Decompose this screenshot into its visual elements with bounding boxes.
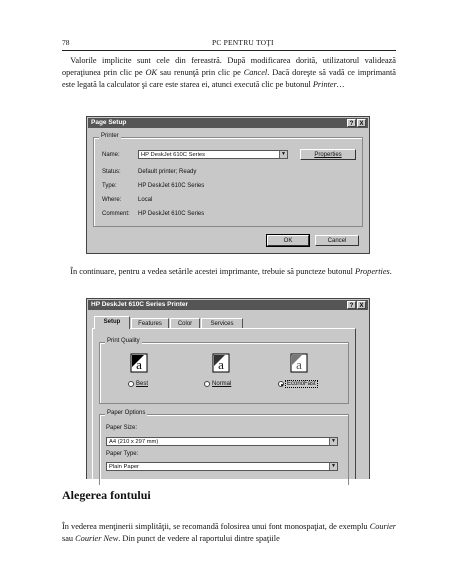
- status-value: Default printer; Ready: [138, 169, 197, 175]
- paper-size-label: Paper Size:: [106, 425, 138, 431]
- radio-econofast[interactable]: EconoFast: [278, 381, 317, 387]
- paragraph-font: În vederea menţinerii simplităţii, se recomandă folosirea unui font monospaţiat, de exemplu Courier sau Courier New. Din punct de vedere al raportului dintre spaţiile: [62, 522, 396, 543]
- quality-best-icon: [130, 353, 148, 373]
- printer-group-label: Printer: [101, 133, 119, 139]
- paper-size-select[interactable]: A4 (210 x 297 mm) ▼: [106, 437, 338, 446]
- quality-normal-icon: [212, 353, 230, 373]
- chevron-down-icon[interactable]: ▼: [329, 438, 337, 445]
- comment-label: Comment:: [102, 211, 130, 217]
- help-button[interactable]: ?: [347, 119, 356, 127]
- close-button[interactable]: X: [357, 119, 366, 127]
- type-label: Type:: [102, 183, 117, 189]
- page-setup-dialog: [86, 116, 370, 254]
- radio-best[interactable]: Best: [128, 381, 148, 387]
- quality-econofast-icon: [290, 353, 308, 373]
- print-quality-group: [99, 338, 349, 404]
- printer-properties-dialog: [86, 298, 370, 479]
- svg-text:a: a: [218, 357, 224, 372]
- paragraph-properties: În continuare, pentru a vedea setările acestei imprimante, trebuie să puncteze butonul Properties.: [70, 267, 392, 276]
- paragraph-intro: Valorile implicite sunt cele din fereastră. După modificarea dorită, utilizatorul validează operaţiunea prin clic pe OK sau renunţă prin clic pe Cancel. Dacă doreşte să vadă ce imprimantă este legată la calculator şi care este starea ei, atunci execută clic pe butonul Printer…: [62, 56, 396, 89]
- ok-button[interactable]: OK: [267, 235, 309, 246]
- tab-services[interactable]: Services: [201, 318, 243, 328]
- print-quality-label: Print Quality: [107, 338, 140, 344]
- paper-type-label: Paper Type:: [106, 451, 139, 457]
- paper-type-select[interactable]: Plain Paper ▼: [106, 462, 338, 471]
- where-label: Where:: [102, 197, 122, 203]
- section-heading: Alegerea fontului: [62, 488, 151, 502]
- radio-best-dot[interactable]: [128, 381, 134, 387]
- name-label: Name:: [102, 152, 120, 158]
- printer-properties-titlebar: [88, 300, 368, 310]
- running-title: PC PENTRU TOŢI: [212, 38, 274, 47]
- tab-features[interactable]: Features: [131, 318, 169, 328]
- tab-setup[interactable]: Setup: [94, 316, 130, 329]
- page-setup-title: Page Setup: [91, 119, 127, 126]
- svg-text:a: a: [296, 357, 302, 372]
- radio-normal-dot[interactable]: [204, 381, 210, 387]
- status-label: Status:: [102, 169, 121, 175]
- svg-text:a: a: [136, 357, 142, 372]
- printer-name-select[interactable]: HP DeskJet 610C Series ▼: [138, 150, 288, 159]
- running-header: [62, 38, 396, 51]
- printer-group: [93, 133, 363, 227]
- chevron-down-icon[interactable]: ▼: [279, 151, 287, 158]
- radio-normal[interactable]: Normal: [204, 381, 231, 387]
- properties-button[interactable]: Properties: [300, 149, 356, 160]
- printer-properties-title: HP DeskJet 610C Series Printer: [91, 301, 189, 308]
- type-value: HP DeskJet 610C Series: [138, 183, 205, 189]
- radio-econofast-dot[interactable]: [278, 381, 284, 387]
- where-value: Local: [138, 197, 153, 203]
- comment-value: HP DeskJet 610C Series: [138, 211, 205, 217]
- paper-options-label: Paper Options: [107, 410, 146, 416]
- page-setup-titlebar: [88, 118, 368, 128]
- setup-tab-panel: [92, 328, 356, 479]
- chevron-down-icon[interactable]: ▼: [329, 463, 337, 470]
- help-button[interactable]: ?: [347, 301, 356, 309]
- page-number: 78: [62, 38, 70, 47]
- close-button[interactable]: X: [357, 301, 366, 309]
- paper-options-group: [99, 410, 349, 485]
- tab-color[interactable]: Color: [170, 318, 200, 328]
- cancel-button[interactable]: Cancel: [315, 235, 359, 246]
